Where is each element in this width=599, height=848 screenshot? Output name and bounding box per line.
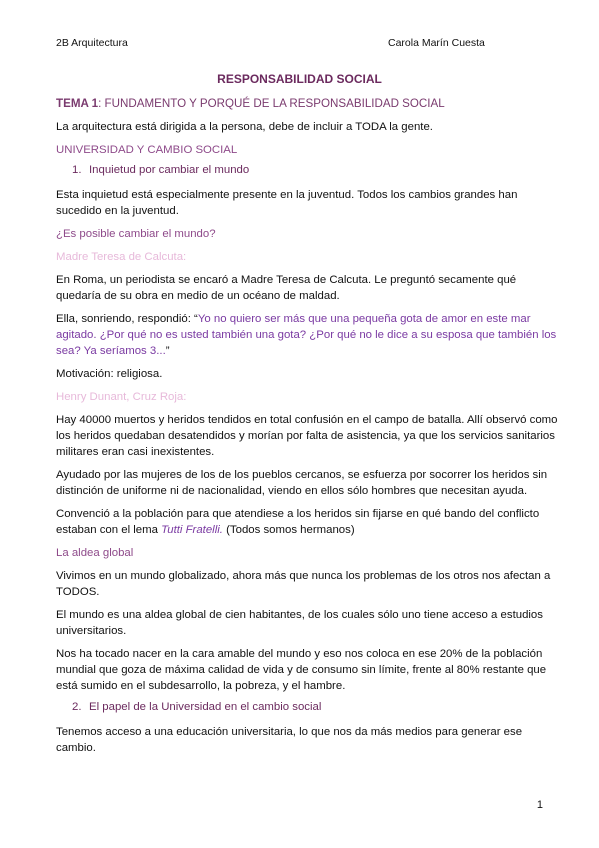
- list-item-text: Inquietud por cambiar el mundo: [89, 164, 250, 176]
- page-number: 1: [536, 799, 543, 811]
- paragraph-ayudado-2: distinción de uniforme ni de nacionalidad, viendo en ellos sólo hombres que necesitan ayuda.: [56, 485, 528, 497]
- paragraph-globalizado-1: Vivimos en un mundo globalizado, ahora más que nunca los problemas de los otros nos afectan a: [56, 570, 551, 582]
- section-heading-universidad: UNIVERSIDAD Y CAMBIO SOCIAL: [56, 144, 238, 156]
- paragraph-roma-2: quedaría de su obra en medio de un océano de maldad.: [56, 290, 340, 302]
- paragraph-cara-amable-2: mundial que goza de máxima calidad de vida y de consumo sin límite, frente al 80% restante que: [56, 664, 547, 676]
- paragraph-convencio-2: [56, 522, 355, 538]
- paragraph-aldea-1: El mundo es una aldea global de cien habitantes, de los cuales sólo uno tiene acceso a estudios: [56, 609, 543, 621]
- paragraph-convencio-1: Convenció a la población para que atendiese a los heridos sin fijarse en qué bando del conflicto: [56, 508, 540, 520]
- list-number: 2.: [72, 701, 82, 713]
- list-item-1: [72, 164, 249, 176]
- document-title: RESPONSABILIDAD SOCIAL: [217, 72, 382, 86]
- question-heading: ¿Es posible cambiar el mundo?: [56, 228, 216, 240]
- paragraph-batalla-1: Hay 40000 muertos y heridos tendidos en total confusión en el campo de batalla. Allí observó como: [56, 414, 558, 426]
- quote-prefix: Ella, sonriendo, respondió: “: [56, 313, 198, 325]
- motto-italic: Tutti Fratelli.: [161, 524, 223, 536]
- paragraph-batalla-3: militares eran casi inexistentes.: [56, 446, 215, 458]
- quote-line-1: [56, 311, 531, 327]
- list-item-text: El papel de la Universidad en el cambio social: [89, 701, 322, 713]
- paragraph-educacion-2: cambio.: [56, 742, 96, 754]
- aldea-heading: La aldea global: [56, 547, 134, 559]
- paragraph-globalizado-2: TODOS.: [56, 586, 100, 598]
- list-number: 1.: [72, 164, 82, 176]
- motto-suffix: (Todos somos hermanos): [222, 524, 355, 536]
- motivation-text: Motivación: religiosa.: [56, 368, 163, 380]
- paragraph-batalla-2: los heridos quedaban desatendidos y morían por falta de asistencia, ya que los servicios sanitarios: [56, 430, 555, 442]
- header-left: 2B Arquitectura: [56, 37, 128, 49]
- tema-label: TEMA 1: [56, 97, 99, 110]
- quote-line-3: [56, 343, 170, 359]
- paragraph-cara-amable-1: Nos ha tocado nacer en la cara amable del mundo y eso nos coloca en ese 20% de la población: [56, 648, 543, 660]
- quote-text: Yo no quiero ser más que una pequeña gota de amor en este mar: [197, 313, 531, 325]
- paragraph-inquietud-2: sucedido en la juventud.: [56, 205, 179, 217]
- tema-heading: [56, 96, 445, 112]
- paragraph-ayudado-1: Ayudado por las mujeres de los de los pueblos cercanos, se esfuerza por socorrer los heridos sin: [56, 469, 548, 481]
- paragraph-roma-1: En Roma, un periodista se encaró a Madre Teresa de Calcuta. Le preguntó secamente qué: [56, 274, 517, 286]
- dunant-heading: Henry Dunant, Cruz Roja:: [56, 391, 187, 403]
- quote-suffix: ”: [165, 345, 170, 357]
- paragraph-cara-amable-3: está sumido en el subdesarrollo, la pobreza, y el hambre.: [56, 680, 346, 692]
- quote-line-2: agitado. ¿Por qué no es usted también una gota? ¿Por qué no le dice a su esposa que también los: [56, 329, 557, 341]
- paragraph-aldea-2: universitarios.: [56, 625, 127, 637]
- paragraph-inquietud-1: Esta inquietud está especialmente presente en la juventud. Todos los cambios grandes han: [56, 189, 518, 201]
- list-item-2: [72, 701, 321, 713]
- motto-prefix: estaban con el lema: [56, 524, 162, 536]
- teresa-heading: Madre Teresa de Calcuta:: [56, 251, 187, 263]
- tema-text: : FUNDAMENTO Y PORQUÉ DE LA RESPONSABILIDAD SOCIAL: [98, 97, 445, 110]
- intro-text: La arquitectura está dirigida a la persona, debe de incluir a TODA la gente.: [56, 121, 433, 133]
- header-right: Carola Marín Cuesta: [388, 37, 485, 49]
- paragraph-educacion-1: Tenemos acceso a una educación universitaria, lo que nos da más medios para generar ese: [56, 726, 523, 738]
- quote-text: sea? Ya seríamos 3...: [56, 345, 166, 357]
